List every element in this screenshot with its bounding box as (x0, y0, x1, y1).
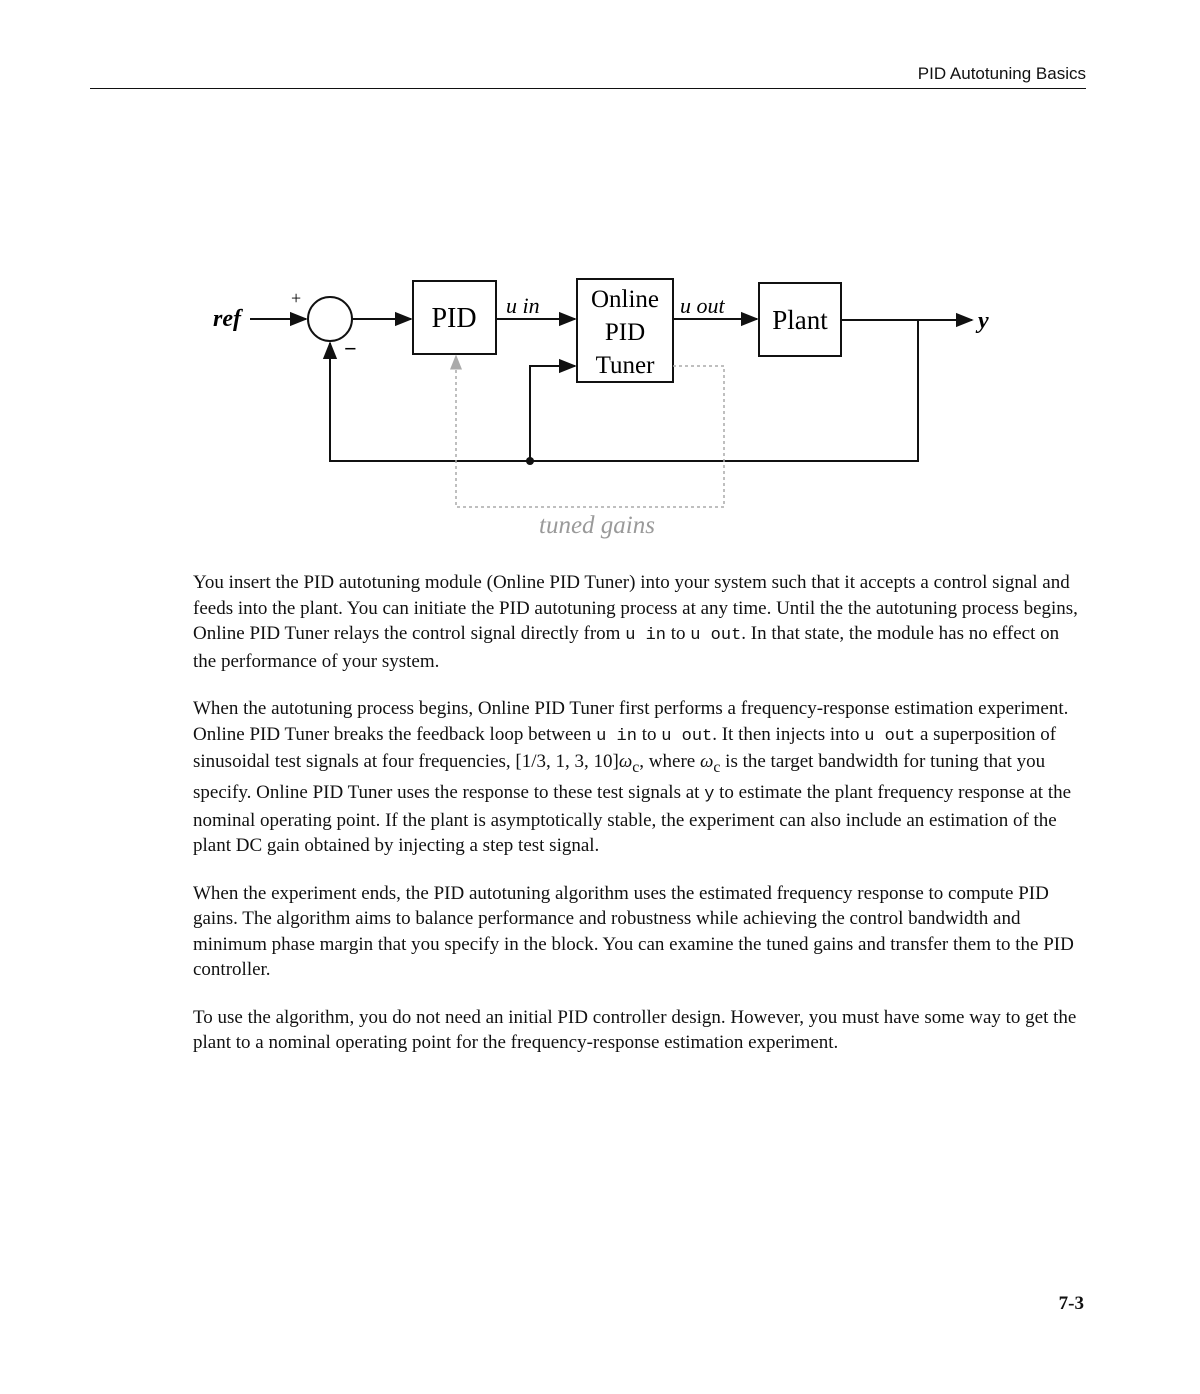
pid-block-label: PID (431, 303, 477, 334)
code-u-in: u in (596, 726, 637, 746)
block-diagram (0, 0, 1200, 560)
body-text (193, 570, 1086, 1078)
tuner-block-line-2: PID (604, 319, 646, 346)
omega-symbol: ω (618, 751, 633, 772)
measurement-path (530, 366, 575, 461)
plant-block-label: Plant (772, 305, 828, 335)
paragraph-2: When the autotuning process begins, Online PID Tuner first performs a frequency-response estimation experiment. Online PID Tuner breaks the feedback loop between u in to u out. It then injects into u out a superposition of sinusoidal test signals at four frequencies, [1/3, 1, 3, $10]\omega_c$, where $\omega_c$ is the target bandwidth for tuning that you specify. Online PID Tuner uses the response to these test signals at y to estimate the plant frequency response at the nominal operating point. If the plant is asymptotically stable, the experiment can also include an estimation of the plant DC gain obtained by injecting a step test signal. (193, 698, 1072, 857)
paragraph-1: You insert the PID autotuning module (Online PID Tuner) into your system such that it accepts a control signal and feeds into the plant. You can initiate the PID autotuning process at any time. Until the the autotuning process begins, Online PID Tuner relays the control signal directly from u in to u out. In that state, the module has no effect on the performance of your system. (193, 572, 1078, 672)
minus-sign: − (344, 336, 357, 361)
tuned-gains-label: tuned gains (539, 512, 655, 539)
y-label: y (978, 308, 989, 334)
omega-symbol: ω (699, 751, 714, 772)
paragraph-4: To use the algorithm, you do not need an initial PID controller design. However, you must have some way to get the plant to a nominal operating point for the frequency-response estimation experiment. (193, 1006, 1077, 1054)
plus-sign: + (291, 288, 302, 308)
code-y: y (704, 785, 715, 805)
u-out-label: u out (680, 293, 725, 318)
code-u-in: u in (625, 626, 666, 645)
code-u-out: u out (661, 726, 713, 746)
code-u-out: u out (864, 726, 916, 746)
page-number: 7-3 (1058, 1293, 1084, 1314)
u-in-label: u in (506, 293, 540, 318)
running-header: PID Autotuning Basics (917, 64, 1086, 83)
paragraph-3: When the experiment ends, the PID autotuning algorithm uses the estimated frequency response to compute PID gains. The algorithm aims to balance performance and robustness while achieving the control bandwidth and minimum phase margin that you specify in the block. You can examine the tuned gains and transfer them to the PID controller. (193, 882, 1074, 981)
code-u-out: u out (690, 626, 742, 645)
tuner-block-line-1: Online (590, 286, 660, 313)
tuner-block-line-3: Tuner (595, 352, 655, 379)
ref-label: ref (213, 306, 241, 332)
summing-junction (308, 297, 352, 341)
